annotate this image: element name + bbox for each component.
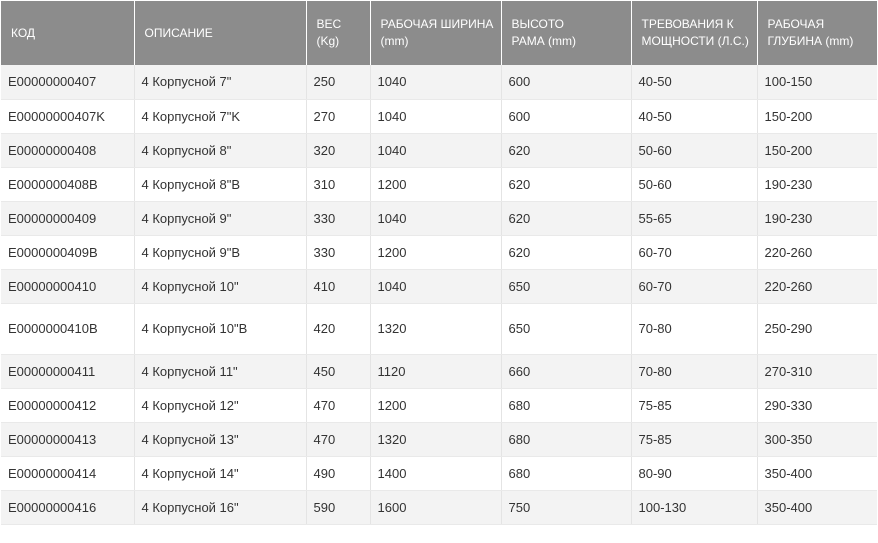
cell-description: 4 Корпусной 16" — [134, 490, 306, 524]
cell-working-width: 1320 — [370, 303, 501, 354]
cell-code: E00000000407 — [1, 65, 134, 99]
cell-working-width: 1200 — [370, 167, 501, 201]
cell-weight: 490 — [306, 456, 370, 490]
cell-power-requirement: 70-80 — [631, 354, 757, 388]
cell-working-depth: 300-350 — [757, 422, 877, 456]
cell-description: 4 Корпусной 7" — [134, 65, 306, 99]
cell-working-width: 1040 — [370, 133, 501, 167]
cell-code: E0000000408B — [1, 167, 134, 201]
cell-frame-height: 750 — [501, 490, 631, 524]
table-row — [1, 303, 877, 354]
cell-power-requirement: 50-60 — [631, 167, 757, 201]
cell-power-requirement: 40-50 — [631, 65, 757, 99]
table-row — [1, 201, 877, 235]
cell-description: 4 Корпусной 8" — [134, 133, 306, 167]
cell-description: 4 Корпусной 10"B — [134, 303, 306, 354]
cell-frame-height: 650 — [501, 269, 631, 303]
cell-description: 4 Корпусной 9" — [134, 201, 306, 235]
cell-frame-height: 620 — [501, 133, 631, 167]
cell-working-width: 1040 — [370, 201, 501, 235]
cell-weight: 470 — [306, 388, 370, 422]
header-power-requirement: ТРЕВОВАНИЯ К МОЩНОСТИ (Л.С.) — [631, 1, 757, 65]
cell-code: E0000000409B — [1, 235, 134, 269]
cell-power-requirement: 70-80 — [631, 303, 757, 354]
cell-working-depth: 270-310 — [757, 354, 877, 388]
table-row — [1, 388, 877, 422]
cell-frame-height: 620 — [501, 167, 631, 201]
cell-code: E00000000408 — [1, 133, 134, 167]
header-working-depth: РАБОЧАЯ ГЛУБИНА (mm) — [757, 1, 877, 65]
cell-working-width: 1200 — [370, 388, 501, 422]
cell-weight: 450 — [306, 354, 370, 388]
table-row — [1, 422, 877, 456]
header-row — [1, 1, 877, 65]
table-row — [1, 490, 877, 524]
cell-code: E00000000407K — [1, 99, 134, 133]
cell-code: E0000000410B — [1, 303, 134, 354]
cell-code: E00000000416 — [1, 490, 134, 524]
cell-working-width: 1120 — [370, 354, 501, 388]
cell-working-depth: 350-400 — [757, 456, 877, 490]
cell-code: E00000000413 — [1, 422, 134, 456]
cell-frame-height: 660 — [501, 354, 631, 388]
cell-frame-height: 680 — [501, 388, 631, 422]
cell-description: 4 Корпусной 9"B — [134, 235, 306, 269]
cell-description: 4 Корпусной 7"K — [134, 99, 306, 133]
header-code: КОД — [1, 1, 134, 65]
cell-power-requirement: 40-50 — [631, 99, 757, 133]
cell-weight: 590 — [306, 490, 370, 524]
cell-code: E00000000411 — [1, 354, 134, 388]
cell-working-width: 1040 — [370, 65, 501, 99]
cell-working-depth: 190-230 — [757, 167, 877, 201]
cell-description: 4 Корпусной 12" — [134, 388, 306, 422]
cell-frame-height: 680 — [501, 456, 631, 490]
cell-working-depth: 220-260 — [757, 269, 877, 303]
cell-weight: 320 — [306, 133, 370, 167]
cell-working-depth: 220-260 — [757, 235, 877, 269]
cell-power-requirement: 100-130 — [631, 490, 757, 524]
cell-frame-height: 600 — [501, 65, 631, 99]
cell-working-depth: 150-200 — [757, 99, 877, 133]
table-row — [1, 269, 877, 303]
cell-power-requirement: 80-90 — [631, 456, 757, 490]
cell-working-width: 1040 — [370, 99, 501, 133]
cell-description: 4 Корпусной 14" — [134, 456, 306, 490]
cell-description: 4 Корпусной 11" — [134, 354, 306, 388]
cell-code: E00000000410 — [1, 269, 134, 303]
cell-power-requirement: 60-70 — [631, 235, 757, 269]
header-working-width: РАБОЧАЯ ШИРИНА (mm) — [370, 1, 501, 65]
cell-frame-height: 600 — [501, 99, 631, 133]
header-frame-height: ВЫСОТО РАМА (mm) — [501, 1, 631, 65]
cell-description: 4 Корпусной 13" — [134, 422, 306, 456]
cell-power-requirement: 75-85 — [631, 422, 757, 456]
cell-weight: 470 — [306, 422, 370, 456]
cell-working-depth: 190-230 — [757, 201, 877, 235]
cell-working-width: 1200 — [370, 235, 501, 269]
table-row — [1, 65, 877, 99]
cell-description: 4 Корпусной 10" — [134, 269, 306, 303]
table-row — [1, 235, 877, 269]
cell-working-width: 1400 — [370, 456, 501, 490]
cell-working-width: 1600 — [370, 490, 501, 524]
cell-working-depth: 350-400 — [757, 490, 877, 524]
cell-frame-height: 620 — [501, 201, 631, 235]
cell-working-depth: 150-200 — [757, 133, 877, 167]
cell-power-requirement: 50-60 — [631, 133, 757, 167]
specs-table — [1, 1, 877, 525]
cell-power-requirement: 55-65 — [631, 201, 757, 235]
cell-description: 4 Корпусной 8"B — [134, 167, 306, 201]
cell-working-width: 1040 — [370, 269, 501, 303]
table-row — [1, 167, 877, 201]
cell-weight: 310 — [306, 167, 370, 201]
cell-code: E00000000409 — [1, 201, 134, 235]
table-row — [1, 354, 877, 388]
table-row — [1, 133, 877, 167]
cell-weight: 410 — [306, 269, 370, 303]
cell-code: E00000000412 — [1, 388, 134, 422]
cell-working-depth: 290-330 — [757, 388, 877, 422]
cell-weight: 420 — [306, 303, 370, 354]
cell-weight: 250 — [306, 65, 370, 99]
cell-weight: 330 — [306, 201, 370, 235]
table-header — [1, 1, 877, 65]
header-description: ОПИСАНИЕ — [134, 1, 306, 65]
cell-working-depth: 250-290 — [757, 303, 877, 354]
cell-power-requirement: 60-70 — [631, 269, 757, 303]
cell-weight: 270 — [306, 99, 370, 133]
cell-working-width: 1320 — [370, 422, 501, 456]
table-row — [1, 99, 877, 133]
header-weight: ВЕС (Kg) — [306, 1, 370, 65]
cell-code: E00000000414 — [1, 456, 134, 490]
cell-working-depth: 100-150 — [757, 65, 877, 99]
cell-power-requirement: 75-85 — [631, 388, 757, 422]
table-body — [1, 65, 877, 524]
cell-weight: 330 — [306, 235, 370, 269]
cell-frame-height: 650 — [501, 303, 631, 354]
cell-frame-height: 620 — [501, 235, 631, 269]
cell-frame-height: 680 — [501, 422, 631, 456]
table-row — [1, 456, 877, 490]
